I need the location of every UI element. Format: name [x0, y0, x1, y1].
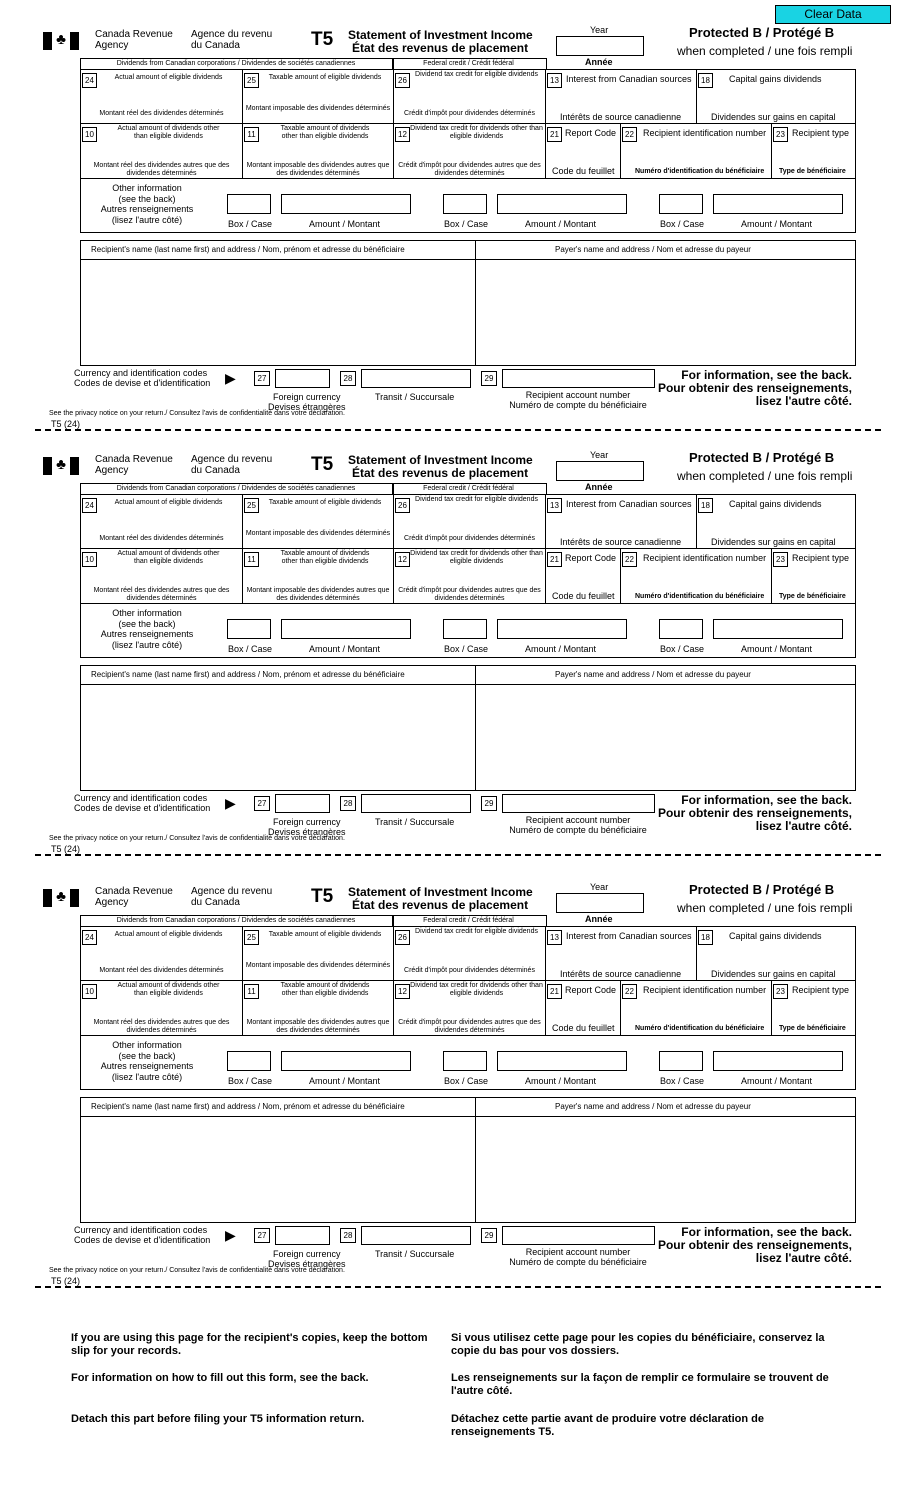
form-title-fr: État des revenus de placement — [352, 898, 529, 912]
recipient-address-field[interactable] — [81, 685, 475, 790]
box-26[interactable]: 26 Dividend tax credit for eligible dividends Crédit d'impôt pour dividendes déterminés — [394, 927, 546, 981]
arrow-right-icon: ▶ — [225, 1227, 236, 1243]
transit-input[interactable] — [361, 1226, 471, 1245]
recipient-address-field[interactable] — [81, 1117, 475, 1222]
year-label: Year — [590, 450, 609, 460]
recipient-account-label: Recipient account number Numéro de compte du bénéficiaire — [509, 815, 647, 835]
box-13[interactable]: 13 Interest from Canadian sources Intérêts de source canadienne — [546, 495, 697, 549]
other-amount-2-input[interactable] — [497, 1051, 627, 1071]
box-29-number: 29 — [481, 796, 497, 811]
box-26[interactable]: 26 Dividend tax credit for eligible dividends Crédit d'impôt pour dividendes déterminés — [394, 495, 546, 549]
privacy-notice: See the privacy notice on your return./ Consultez l'avis de confidentialité dans votre déclaration. — [49, 1267, 345, 1274]
dividends-group-label: Dividends from Canadian corporations / Dividendes de sociétés canadiennes — [116, 485, 356, 492]
transit-label: Transit / Succursale — [375, 392, 455, 402]
box-25[interactable]: 25 Taxable amount of eligible dividends Montant imposable des dividendes déterminés — [243, 927, 394, 981]
other-amount-2-input[interactable] — [497, 194, 627, 214]
form-code: T5 — [311, 886, 334, 907]
recipient-account-label: Recipient account number Numéro de compte du bénéficiaire — [509, 1247, 647, 1267]
transit-label: Transit / Succursale — [375, 817, 455, 827]
box-10[interactable]: 10 Actual amount of dividends other than eligible dividends Montant réel des dividendes autres que des dividendes déterminés — [81, 124, 243, 178]
foreign-currency-label: Foreign currency Devises étrangères — [268, 817, 346, 837]
form-title-en: Statement of Investment Income — [348, 28, 533, 42]
box-23[interactable]: 23 Recipient type Type de bénéficiaire — [772, 549, 855, 603]
other-amount-2-input[interactable] — [497, 619, 627, 639]
dividends-group-label: Dividends from Canadian corporations / Dividendes de sociétés canadiennes — [116, 60, 356, 67]
box-case-label: Box / Case — [228, 1076, 273, 1086]
form-title-fr: État des revenus de placement — [352, 41, 529, 55]
address-section — [80, 240, 856, 366]
canada-flag-icon: ♣ — [43, 889, 79, 907]
other-box-3-input[interactable] — [659, 194, 703, 214]
box-11[interactable]: 11 Taxable amount of dividends other than eligible dividends Montant imposable des dividendes autres que des dividendes déterminés — [243, 124, 394, 178]
box-case-label: Box / Case — [228, 644, 273, 654]
box-11[interactable]: 11 Taxable amount of dividends other than eligible dividends Montant imposable des dividendes autres que des dividendes déterminés — [243, 549, 394, 603]
transit-input[interactable] — [361, 369, 471, 388]
dividends-group-label: Dividends from Canadian corporations / Dividendes de sociétés canadiennes — [116, 917, 356, 924]
canada-flag-icon: ♣ — [43, 32, 79, 50]
arrow-right-icon: ▶ — [225, 370, 236, 386]
amount-label: Amount / Montant — [309, 644, 381, 654]
form-title-en: Statement of Investment Income — [348, 885, 533, 899]
see-back-info: For information, see the back. Pour obtenir des renseignements, lisez l'autre côté. — [657, 793, 852, 833]
amount-label: Amount / Montant — [309, 1076, 381, 1086]
t5-slip — [0, 857, 918, 1286]
box-25[interactable]: 25 Taxable amount of eligible dividends Montant imposable des dividendes déterminés — [243, 495, 394, 549]
form-version: T5 (24) — [51, 419, 81, 429]
other-amount-1-input[interactable] — [281, 1051, 411, 1071]
amount-label: Amount / Montant — [525, 644, 597, 654]
instruction-en-1: If you are using this page for the recipient's copies, keep the bottom slip for your records. — [71, 1332, 428, 1357]
foreign-currency-input[interactable] — [275, 369, 330, 388]
form-title-en: Statement of Investment Income — [348, 453, 533, 467]
box-18[interactable]: 18 Capital gains dividends Dividendes sur gains en capital — [697, 70, 855, 124]
protected-b-label: Protected B / Protégé B — [689, 25, 835, 40]
box-21[interactable]: 21 Report Code Code du feuillet — [546, 549, 621, 603]
address-section — [80, 665, 856, 791]
year-label: Year — [590, 25, 609, 35]
other-amount-1-input[interactable] — [281, 619, 411, 639]
recipient-account-input[interactable] — [502, 794, 655, 813]
currency-codes-label: Currency and identification codes Codes de devise et d'identification — [74, 368, 211, 388]
recipient-account-input[interactable] — [502, 1226, 655, 1245]
form-version: T5 (24) — [51, 844, 81, 854]
other-information-label: Other information (see the back) Autres renseignements (lisez l'autre côté) — [100, 1040, 194, 1082]
amounts-grid — [80, 494, 856, 604]
recipient-account-input[interactable] — [502, 369, 655, 388]
box-case-label: Box / Case — [660, 219, 705, 229]
annee-label: Année — [585, 482, 613, 492]
payer-name-label: Payer's name and address / Nom et adresse du payeur — [555, 670, 751, 679]
other-information-section — [80, 602, 856, 658]
box-10[interactable]: 10 Actual amount of dividends other than eligible dividends Montant réel des dividendes autres que des dividendes déterminés — [81, 981, 243, 1035]
instruction-fr-1: Si vous utilisez cette page pour les copies du bénéficiaire, conservez la copie du bas pour vos dossiers. — [451, 1332, 825, 1357]
other-box-2-input[interactable] — [443, 619, 487, 639]
arrow-right-icon: ▶ — [225, 795, 236, 811]
canada-flag-icon: ♣ — [43, 457, 79, 475]
box-case-label: Box / Case — [444, 219, 489, 229]
box-13[interactable]: 13 Interest from Canadian sources Intérêts de source canadienne — [546, 927, 697, 981]
amounts-grid — [80, 69, 856, 179]
box-11[interactable]: 11 Taxable amount of dividends other than eligible dividends Montant imposable des dividendes autres que des dividendes déterminés — [243, 981, 394, 1035]
form-version: T5 (24) — [51, 1276, 81, 1286]
instruction-en-3: Detach this part before filing your T5 information return. — [71, 1413, 365, 1425]
when-completed-label: when completed / une fois rempli — [677, 901, 853, 915]
agency-name-en: Canada Revenue Agency — [95, 454, 173, 476]
recipient-address-field[interactable] — [81, 260, 475, 365]
agency-name-fr: Agence du revenu du Canada — [191, 886, 273, 908]
recipient-name-label: Recipient's name (last name first) and address / Nom, prénom et adresse du bénéficiaire — [91, 670, 405, 679]
payer-address-field[interactable] — [476, 685, 855, 790]
agency-name-fr: Agence du revenu du Canada — [191, 454, 273, 476]
agency-name-fr: Agence du revenu du Canada — [191, 29, 273, 51]
amount-label: Amount / Montant — [741, 1076, 813, 1086]
box-27-number: 27 — [254, 371, 270, 386]
payer-address-field[interactable] — [476, 1117, 855, 1222]
when-completed-label: when completed / une fois rempli — [677, 44, 853, 58]
box-24[interactable]: 24 Actual amount of eligible dividends Montant réel des dividendes déterminés — [81, 495, 243, 549]
detach-line — [35, 1286, 881, 1288]
box-case-label: Box / Case — [444, 644, 489, 654]
instructions-section — [0, 1320, 918, 1470]
transit-input[interactable] — [361, 794, 471, 813]
other-box-1-input[interactable] — [227, 194, 271, 214]
form-code: T5 — [311, 454, 334, 475]
other-amount-3-input[interactable] — [713, 194, 843, 214]
box-23[interactable]: 23 Recipient type Type de bénéficiaire — [772, 981, 855, 1035]
other-information-section — [80, 177, 856, 233]
agency-name-en: Canada Revenue Agency — [95, 886, 173, 908]
foreign-currency-input[interactable] — [275, 794, 330, 813]
recipient-name-label: Recipient's name (last name first) and address / Nom, prénom et adresse du bénéficiaire — [91, 1102, 405, 1111]
year-label: Year — [590, 882, 609, 892]
instruction-fr-3: Détachez cette partie avant de produire votre déclaration de renseignements T5. — [451, 1413, 764, 1438]
recipient-name-label: Recipient's name (last name first) and address / Nom, prénom et adresse du bénéficiaire — [91, 245, 405, 254]
privacy-notice: See the privacy notice on your return./ Consultez l'avis de confidentialité dans votre déclaration. — [49, 410, 345, 417]
form-code: T5 — [311, 29, 334, 50]
instruction-fr-2: Les renseignements sur la façon de remplir ce formulaire se trouvent de l'autre côté. — [451, 1372, 829, 1397]
other-box-1-input[interactable] — [227, 619, 271, 639]
box-28-number: 28 — [340, 371, 356, 386]
federal-credit-label: Federal credit / Crédit fédéral — [423, 917, 514, 924]
foreign-currency-input[interactable] — [275, 1226, 330, 1245]
box-27-number: 27 — [254, 796, 270, 811]
currency-codes-label: Currency and identification codes Codes de devise et d'identification — [74, 1225, 211, 1245]
amount-label: Amount / Montant — [525, 219, 597, 229]
other-box-1-input[interactable] — [227, 1051, 271, 1071]
see-back-info: For information, see the back. Pour obtenir des renseignements, lisez l'autre côté. — [657, 368, 852, 408]
other-information-label: Other information (see the back) Autres renseignements (lisez l'autre côté) — [100, 608, 194, 650]
other-box-3-input[interactable] — [659, 619, 703, 639]
box-22[interactable]: 22 Recipient identification number Numéro d'identification du bénéficiaire — [621, 549, 772, 603]
box-24[interactable]: 24 Actual amount of eligible dividends Montant réel des dividendes déterminés — [81, 927, 243, 981]
detach-line — [35, 854, 881, 856]
box-28-number: 28 — [340, 796, 356, 811]
payer-name-label: Payer's name and address / Nom et adresse du payeur — [555, 1102, 751, 1111]
box-18[interactable]: 18 Capital gains dividends Dividendes sur gains en capital — [697, 495, 855, 549]
box-case-label: Box / Case — [660, 644, 705, 654]
box-12[interactable]: 12 Dividend tax credit for dividends other than eligible dividends Crédit d'impôt pour dividendes autres que des dividendes déterminés — [394, 124, 546, 178]
foreign-currency-label: Foreign currency Devises étrangères — [268, 1249, 346, 1269]
other-information-section — [80, 1034, 856, 1090]
box-22[interactable]: 22 Recipient identification number Numéro d'identification du bénéficiaire — [621, 124, 772, 178]
payer-address-field[interactable] — [476, 260, 855, 365]
annee-label: Année — [585, 914, 613, 924]
foreign-currency-label: Foreign currency Devises étrangères — [268, 392, 346, 412]
amount-label: Amount / Montant — [309, 219, 381, 229]
box-23[interactable]: 23 Recipient type Type de bénéficiaire — [772, 124, 855, 178]
amounts-grid — [80, 926, 856, 1036]
form-title-fr: État des revenus de placement — [352, 466, 529, 480]
payer-name-label: Payer's name and address / Nom et adresse du payeur — [555, 245, 751, 254]
box-21[interactable]: 21 Report Code Code du feuillet — [546, 981, 621, 1035]
other-box-2-input[interactable] — [443, 1051, 487, 1071]
amount-label: Amount / Montant — [741, 219, 813, 229]
federal-credit-label: Federal credit / Crédit fédéral — [423, 60, 514, 67]
amount-label: Amount / Montant — [741, 644, 813, 654]
box-24[interactable]: 24 Actual amount of eligible dividends Montant réel des dividendes déterminés — [81, 70, 243, 124]
year-input[interactable] — [556, 893, 644, 913]
other-amount-1-input[interactable] — [281, 194, 411, 214]
agency-name-en: Canada Revenue Agency — [95, 29, 173, 51]
other-information-label: Other information (see the back) Autres renseignements (lisez l'autre côté) — [100, 183, 194, 225]
box-12[interactable]: 12 Dividend tax credit for dividends other than eligible dividends Crédit d'impôt pour dividendes autres que des dividendes déterminés — [394, 549, 546, 603]
transit-label: Transit / Succursale — [375, 1249, 455, 1259]
privacy-notice: See the privacy notice on your return./ Consultez l'avis de confidentialité dans votre déclaration. — [49, 835, 345, 842]
t5-slip — [0, 425, 918, 854]
box-13[interactable]: 13 Interest from Canadian sources Intérêts de source canadienne — [546, 70, 697, 124]
year-input[interactable] — [556, 36, 644, 56]
box-10[interactable]: 10 Actual amount of dividends other than eligible dividends Montant réel des dividendes autres que des dividendes déterminés — [81, 549, 243, 603]
year-input[interactable] — [556, 461, 644, 481]
box-12[interactable]: 12 Dividend tax credit for dividends other than eligible dividends Crédit d'impôt pour dividendes autres que des dividendes déterminés — [394, 981, 546, 1035]
when-completed-label: when completed / une fois rempli — [677, 469, 853, 483]
box-28-number: 28 — [340, 1228, 356, 1243]
box-26[interactable]: 26 Dividend tax credit for eligible dividends Crédit d'impôt pour dividendes déterminés — [394, 70, 546, 124]
instruction-en-2: For information on how to fill out this form, see the back. — [71, 1372, 369, 1384]
amount-label: Amount / Montant — [525, 1076, 597, 1086]
see-back-info: For information, see the back. Pour obtenir des renseignements, lisez l'autre côté. — [657, 1225, 852, 1265]
protected-b-label: Protected B / Protégé B — [689, 882, 835, 897]
federal-credit-label: Federal credit / Crédit fédéral — [423, 485, 514, 492]
t5-slip — [0, 0, 918, 429]
other-amount-3-input[interactable] — [713, 619, 843, 639]
clear-data-button[interactable]: Clear Data — [775, 5, 891, 24]
annee-label: Année — [585, 57, 613, 67]
box-21[interactable]: 21 Report Code Code du feuillet — [546, 124, 621, 178]
protected-b-label: Protected B / Protégé B — [689, 450, 835, 465]
box-case-label: Box / Case — [228, 219, 273, 229]
recipient-account-label: Recipient account number Numéro de compte du bénéficiaire — [509, 390, 647, 410]
box-27-number: 27 — [254, 1228, 270, 1243]
box-case-label: Box / Case — [660, 1076, 705, 1086]
box-18[interactable]: 18 Capital gains dividends Dividendes sur gains en capital — [697, 927, 855, 981]
box-29-number: 29 — [481, 371, 497, 386]
box-case-label: Box / Case — [444, 1076, 489, 1086]
currency-codes-label: Currency and identification codes Codes de devise et d'identification — [74, 793, 211, 813]
box-22[interactable]: 22 Recipient identification number Numéro d'identification du bénéficiaire — [621, 981, 772, 1035]
address-section — [80, 1097, 856, 1223]
other-box-2-input[interactable] — [443, 194, 487, 214]
other-box-3-input[interactable] — [659, 1051, 703, 1071]
box-25[interactable]: 25 Taxable amount of eligible dividends Montant imposable des dividendes déterminés — [243, 70, 394, 124]
box-29-number: 29 — [481, 1228, 497, 1243]
other-amount-3-input[interactable] — [713, 1051, 843, 1071]
